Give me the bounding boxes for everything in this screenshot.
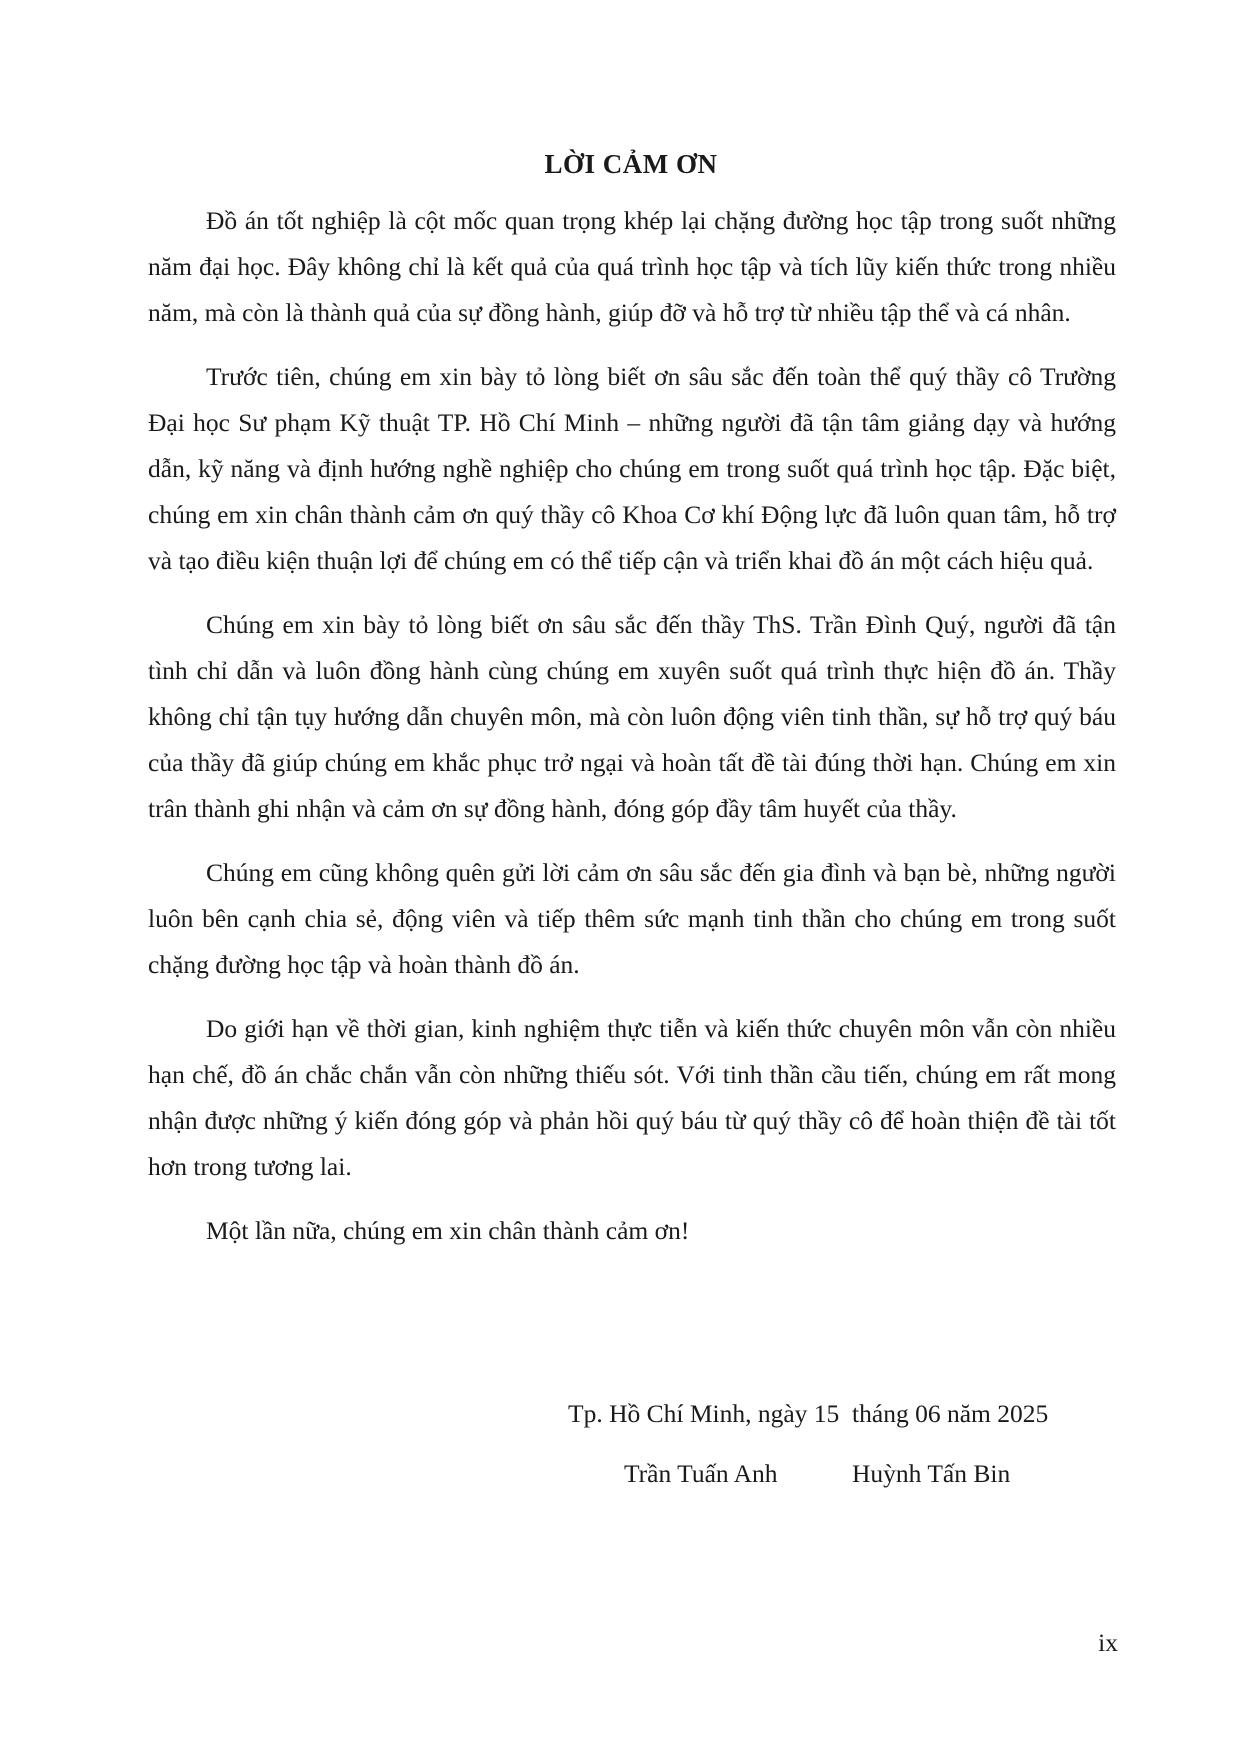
- paragraph-4: Chúng em cũng không quên gửi lời cảm ơn sâu sắc đến gia đình và bạn bè, những người luôn bên cạnh chia sẻ, động viên và tiếp thêm sức mạnh tinh thần cho chúng em trong suốt chặng đường học tập và hoàn thành đồ án.: [148, 858, 1116, 979]
- paragraph-3: Chúng em xin bày tỏ lòng biết ơn sâu sắc đến thầy ThS. Trần Đình Quý, người đã tận tình chỉ dẫn và luôn đồng hành cùng chúng em xuyên suốt quá trình thực hiện đồ án. Thầy không chỉ tận tụy hướng dẫn chuyên môn, mà còn luôn động viên tinh thần, sự hỗ trợ quý báu của thầy đã giúp chúng em khắc phục trở ngại và hoàn tất đề tài đúng thời hạn. Chúng em xin trân thành ghi nhận và cảm ơn sự đồng hành, đóng góp đầy tâm huyết của thầy.: [148, 610, 1116, 823]
- page-number: ix: [1098, 1628, 1118, 1657]
- page-title: LỜI CẢM ƠN: [544, 149, 718, 179]
- paragraph-1: Đồ án tốt nghiệp là cột mốc quan trọng khép lại chặng đường học tập trong suốt những năm đại học. Đây không chỉ là kết quả của quá trình học tập và tích lũy kiến thức trong nhiều năm, mà còn là thành quả của sự đồng hành, giúp đỡ và hỗ trợ từ nhiều tập thể và cá nhân.: [148, 206, 1116, 327]
- paragraph-2: Trước tiên, chúng em xin bày tỏ lòng biết ơn sâu sắc đến toàn thể quý thầy cô Trường Đại học Sư phạm Kỹ thuật TP. Hồ Chí Minh – những người đã tận tâm giảng dạy và hướng dẫn, kỹ năng và định hướng nghề nghiệp cho chúng em trong suốt quá trình học tập. Đặc biệt, chúng em xin chân thành cảm ơn quý thầy cô Khoa Cơ khí Động lực đã luôn quan tâm, hỗ trợ và tạo điều kiện thuận lợi để chúng em có thể tiếp cận và triển khai đồ án một cách hiệu quả.: [148, 362, 1116, 575]
- signer-name-2: Huỳnh Tấn Bin: [852, 1459, 1011, 1488]
- closing-line: Một lần nữa, chúng em xin chân thành cảm ơn!: [206, 1216, 690, 1245]
- paragraph-5: Do giới hạn về thời gian, kinh nghiệm thực tiễn và kiến thức chuyên môn vẫn còn nhiều hạn chế, đồ án chắc chắn vẫn còn những thiếu sót. Với tinh thần cầu tiến, chúng em rất mong nhận được những ý kiến đóng góp và phản hồi quý báu từ quý thầy cô để hoàn thiện đề tài tốt hơn trong tương lai.: [148, 1014, 1116, 1181]
- date-line: Tp. Hồ Chí Minh, ngày 15 tháng 06 năm 2025: [568, 1399, 1049, 1428]
- signer-name-1: Trần Tuấn Anh: [624, 1459, 778, 1488]
- acknowledgement-body: [148, 198, 1116, 1254]
